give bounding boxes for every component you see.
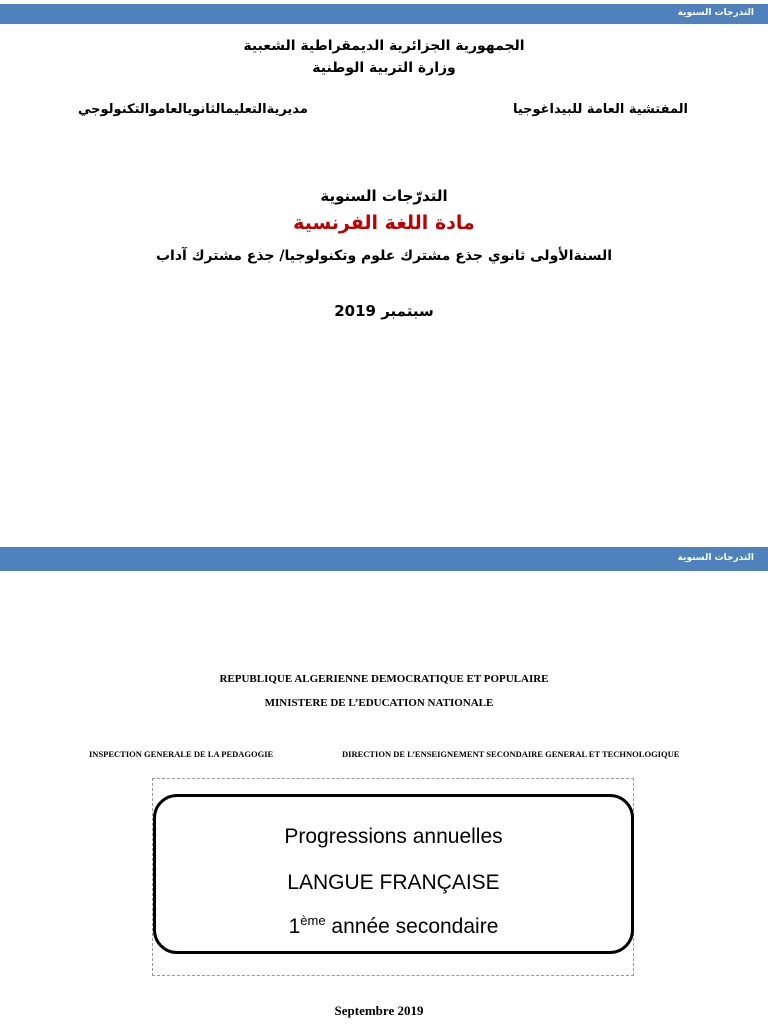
title-line-progressions: Progressions annuelles bbox=[284, 825, 503, 848]
subject-ar: مادة اللغة الفرنسية bbox=[293, 212, 475, 234]
doc-title-ar: التدرّجات السنوية bbox=[320, 187, 448, 205]
header-band-2 bbox=[0, 547, 768, 571]
title-line-subject: LANGUE FRANÇAISE bbox=[287, 871, 500, 894]
level-ar: السنةالأولى ثانوي جذع مشترك علوم وتكنولوجيا/ جذع مشترك آداب bbox=[155, 248, 612, 264]
inspection-ar: المفتشية العامة للبيداغوجيا bbox=[512, 102, 688, 117]
header-band-text-2: التدرجات السنوية bbox=[677, 553, 754, 563]
date-ar: سبتمبر 2019 bbox=[334, 302, 434, 320]
level-superscript: ème bbox=[300, 913, 326, 928]
republic-title-ar: الجمهورية الجزائرية الديمقراطية الشعبية bbox=[243, 38, 525, 54]
header-band-text: التدرجات السنوية bbox=[677, 8, 754, 18]
ministry-title-fr: MINISTERE DE L’EDUCATION NATIONALE bbox=[264, 697, 494, 709]
inspection-fr: INSPECTION GENERALE DE LA PEDAGOGIE bbox=[89, 749, 274, 759]
republic-title-fr: REPUBLIQUE ALGERIENNE DEMOCRATIQUE ET POPULAIRE bbox=[219, 673, 549, 685]
directorate-ar: مديريةالتعليمالثانويالعاموالتكنولوجي bbox=[78, 102, 308, 117]
date-fr: Septembre 2019 bbox=[334, 1003, 424, 1018]
header-band bbox=[0, 4, 768, 24]
title-line-level bbox=[156, 913, 631, 939]
level-number: 1 bbox=[288, 915, 301, 938]
directorate-fr: DIRECTION DE L’ENSEIGNEMENT SECONDAIRE GENERAL ET TECHNOLOGIQUE bbox=[342, 749, 680, 759]
level-text: année secondaire bbox=[325, 915, 499, 938]
title-box bbox=[153, 794, 634, 954]
ministry-title-ar: وزارة التربية الوطنية bbox=[312, 60, 456, 76]
